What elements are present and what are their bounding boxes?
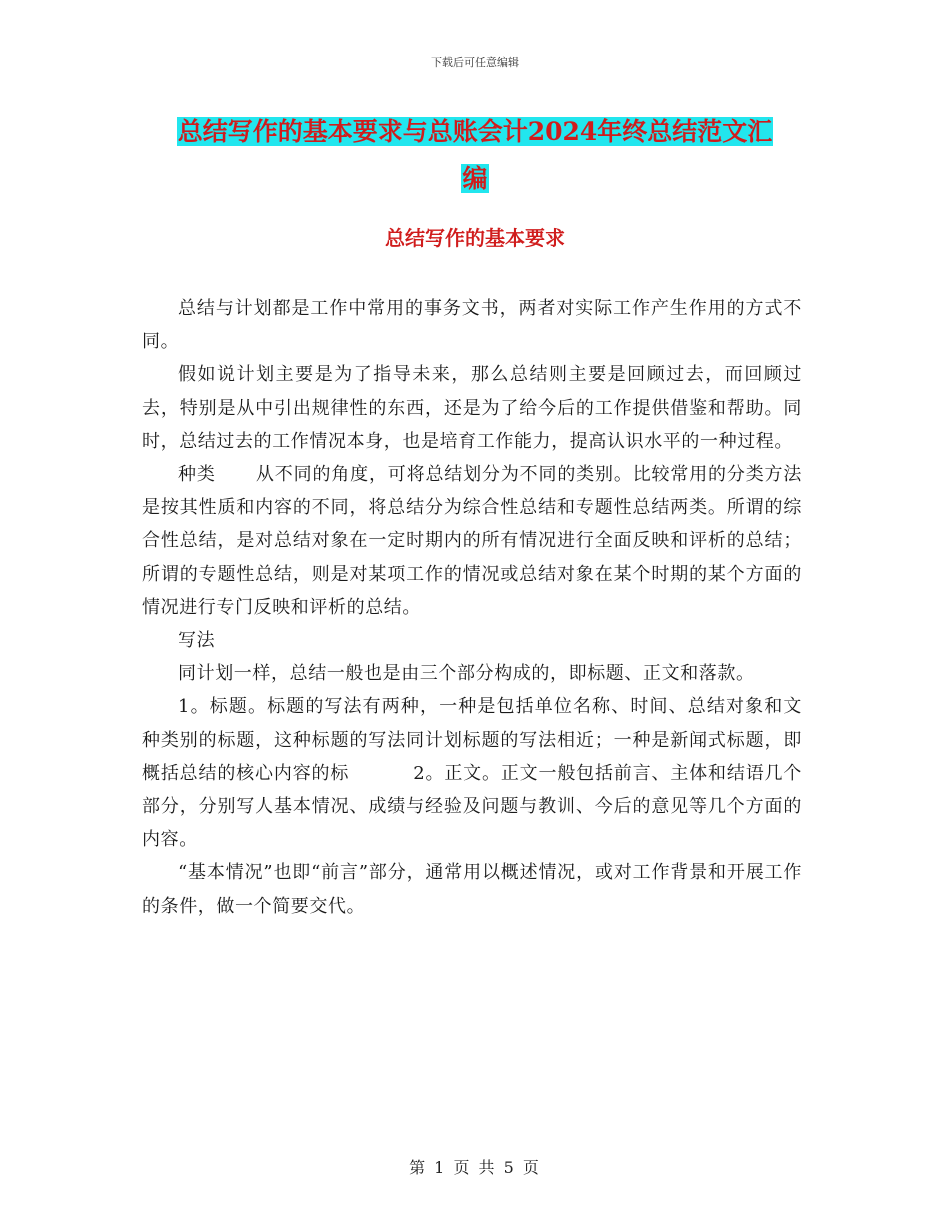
body-rule-text: 2。正文。正文一般包括前言、主体和结语几个部分，分别写人基本情况、成绩与经验及问题与教训、今后的意见等几个方面的内容。 bbox=[142, 762, 802, 851]
paragraph-purpose: 假如说计划主要是为了指导未来，那么总结则主要是回顾过去，而回顾过去，特别是从中引出规律性的东西，还是为了给今后的工作提供借鉴和帮助。同时，总结过去的工作情况本身，也是培育工作能力，提高认识水平的一种过程。 bbox=[142, 364, 802, 452]
document-title-line-1: 总结写作的基本要求与总账会计2024年终总结范文汇 bbox=[177, 117, 773, 146]
paragraph-basic-situation: “基本情况”也即“前言”部分，通常用以概述情况，或对工作背景和开展工作的条件，做一个简要交代。 bbox=[142, 862, 802, 917]
paragraph-structure: 同计划一样，总结一般也是由三个部分构成的，即标题、正文和落款。 bbox=[178, 663, 755, 685]
document-title-line-2: 编 bbox=[462, 164, 488, 193]
page-footer-number: 第 1 页 共 5 页 bbox=[409, 1158, 541, 1177]
document-body bbox=[142, 292, 802, 923]
types-text: 从不同的角度，可将总结划分为不同的类别。比较常用的分类方法是按其性质和内容的不同，将总结分为综合性总结和专题性总结两类。所谓的综合性总结，是对总结对象在一定时期内的所有情况进行全面反映和评析的总结；所谓的专题性总结，则是对某项工作的情况或总结对象在某个时期的某个方面的情况进行专门反映和评析的总结。 bbox=[142, 464, 802, 618]
document-title bbox=[140, 108, 810, 202]
section-heading: 总结写作的基本要求 bbox=[385, 226, 565, 250]
types-label: 种类 bbox=[178, 464, 216, 486]
page-header-note: 下载后可任意编辑 bbox=[431, 56, 519, 69]
paragraph-types bbox=[142, 458, 802, 624]
paragraph-writing-method-label: 写法 bbox=[178, 630, 216, 652]
title-rule-text: 1。标题。标题的写法有两种，一种是包括单位名称、时间、总结对象和文种类别的标题，这种标题的写法同计划标题的写法相近；一种是新闻式标题，即概括总结的核心内容的标 bbox=[142, 696, 802, 784]
paragraph-intro: 总结与计划都是工作中常用的事务文书，两者对实际工作产生作用的方式不同。 bbox=[142, 298, 802, 353]
paragraph-title-and-body bbox=[142, 690, 802, 856]
